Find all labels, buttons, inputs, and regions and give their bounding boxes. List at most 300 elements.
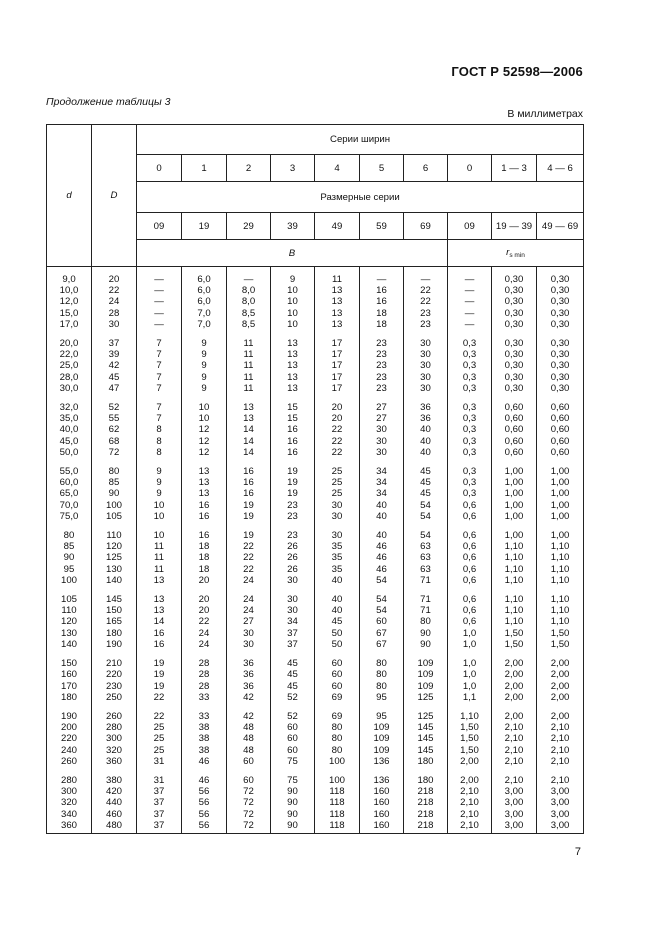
table-cell	[492, 654, 537, 707]
cell-value: 0,30	[550, 318, 570, 330]
cell-value: 420	[105, 786, 122, 798]
cell-value: 30	[287, 574, 298, 586]
table-cell	[227, 398, 271, 462]
table-cell	[315, 267, 360, 335]
cell-value: 30	[243, 627, 254, 639]
cell-value: 30	[376, 446, 387, 458]
cell-value: 1,10	[550, 605, 570, 617]
table-cell	[271, 398, 315, 462]
table-cell	[360, 462, 404, 526]
cell-value: —	[154, 307, 164, 319]
cell-value: 52	[287, 691, 298, 703]
cell-value: 0,3	[462, 413, 477, 425]
table-cell	[182, 334, 227, 398]
cell-value: 46	[376, 541, 387, 553]
cell-value: 2,10	[550, 755, 570, 767]
cell-value: 0,60	[504, 402, 524, 414]
cell-value: 300	[60, 786, 77, 798]
cell-value: 16	[376, 296, 387, 308]
cell-value: 80	[420, 616, 431, 628]
table-cell	[92, 654, 137, 707]
cell-value: 40	[376, 510, 387, 522]
table-row-group	[47, 334, 584, 398]
table-cell	[448, 462, 492, 526]
cell-value: 28	[198, 658, 210, 670]
cell-value: 2,00	[460, 774, 479, 786]
cell-value: 25	[331, 466, 343, 478]
cell-value: 32,0	[59, 402, 79, 414]
cell-value: 2,10	[550, 774, 570, 786]
cell-value: 13	[243, 402, 254, 414]
width-series-cell: 0	[137, 155, 182, 182]
dim-series-cell: 59	[360, 213, 404, 240]
cell-value: 18	[198, 563, 210, 575]
cell-value: 37	[153, 786, 165, 798]
cell-value: 145	[417, 744, 434, 756]
cell-value: 80	[376, 669, 387, 681]
cell-value: 2,00	[550, 710, 570, 722]
cell-value: 10	[287, 285, 298, 297]
table-cell	[227, 771, 271, 834]
cell-value: 46	[198, 755, 210, 767]
cell-value: 1,0	[462, 669, 477, 681]
cell-value: 0,6	[462, 552, 477, 564]
cell-value: 60	[376, 616, 387, 628]
cell-value: 22	[153, 691, 165, 703]
cell-value: 16	[287, 435, 298, 447]
cell-value: 150	[60, 658, 77, 670]
cell-value: 30	[420, 360, 431, 372]
cell-value: 2,00	[550, 669, 570, 681]
cell-value: 170	[60, 680, 77, 692]
cell-value: 30	[376, 435, 387, 447]
cell-value: 22	[331, 424, 343, 436]
cell-value: 180	[60, 691, 77, 703]
cell-value: 17	[331, 382, 343, 394]
cell-value: 34	[376, 466, 387, 478]
cell-value: 13	[153, 574, 165, 586]
cell-value: 220	[60, 733, 77, 745]
cell-value: 218	[417, 808, 434, 820]
cell-value: 0,3	[462, 349, 477, 361]
cell-value: 0,6	[462, 499, 477, 511]
cell-value: 9	[201, 371, 207, 383]
cell-value: 0,30	[550, 382, 570, 394]
cell-value: 37	[287, 638, 298, 650]
cell-value: 0,60	[550, 435, 570, 447]
cell-value: 45	[331, 616, 343, 628]
cell-value: 1,00	[504, 530, 524, 542]
cell-value: 125	[105, 552, 122, 564]
cell-value: 25	[153, 744, 165, 756]
cell-value: 1,10	[504, 541, 524, 553]
cell-value: 0,6	[462, 616, 477, 628]
cell-value: 30	[108, 318, 120, 330]
cell-value: 30	[331, 530, 343, 542]
width-series-cell: 4	[315, 155, 360, 182]
cell-value: 45	[287, 669, 298, 681]
table-caption: Продолжение таблицы 3	[46, 96, 171, 108]
cell-value: 70,0	[59, 499, 79, 511]
table-cell	[537, 267, 584, 335]
cell-value: 12	[198, 435, 210, 447]
cell-value: 16	[243, 488, 254, 500]
cell-value: 22	[331, 446, 343, 458]
cell-value: 1,00	[550, 499, 570, 511]
cell-value: 19	[287, 488, 298, 500]
cell-value: 118	[329, 786, 345, 798]
document-header: ГОСТ Р 52598—2006	[451, 64, 583, 79]
cell-value: 75,0	[59, 510, 79, 522]
table-cell	[182, 707, 227, 771]
cell-value: 109	[417, 658, 434, 670]
cell-value: 260	[60, 755, 77, 767]
table-cell	[492, 707, 537, 771]
cell-value: 11	[154, 563, 164, 575]
cell-value: 20	[331, 413, 343, 425]
cell-value: —	[464, 296, 475, 308]
cell-value: 63	[420, 541, 431, 553]
cell-value: 0,6	[462, 541, 477, 553]
cell-value: 9	[156, 477, 162, 489]
cell-value: 33	[198, 710, 210, 722]
cell-value: 35	[331, 563, 343, 575]
table-row-group	[47, 398, 584, 462]
cell-value: 200	[60, 722, 77, 734]
cell-value: 218	[417, 819, 434, 831]
cell-value: 360	[60, 819, 77, 831]
table-cell	[537, 654, 584, 707]
cell-value: 11	[243, 338, 254, 350]
table-cell	[47, 462, 92, 526]
cell-value: 35,0	[59, 413, 79, 425]
r-symbol: r	[506, 247, 510, 258]
cell-value: 18	[198, 541, 210, 553]
cell-value: 60	[287, 744, 298, 756]
cell-value: 1,10	[550, 552, 570, 564]
cell-value: 109	[417, 680, 434, 692]
cell-value: 30	[376, 424, 387, 436]
header-width-series-title: Серии ширин	[137, 125, 584, 155]
cell-value: 0,30	[504, 274, 524, 285]
cell-value: 2,10	[460, 786, 479, 798]
cell-value: 71	[420, 594, 431, 606]
cell-value: 17	[331, 371, 343, 383]
cell-value: 23	[420, 318, 431, 330]
cell-value: 1,00	[550, 510, 570, 522]
table-cell	[137, 398, 182, 462]
cell-value: 95	[376, 710, 387, 722]
cell-value: 8	[156, 446, 162, 458]
cell-value: 80	[376, 658, 387, 670]
cell-value: 220	[105, 669, 122, 681]
cell-value: 16	[287, 424, 298, 436]
table-cell	[227, 707, 271, 771]
cell-value: 38	[198, 733, 210, 745]
cell-value: 40	[331, 574, 343, 586]
cell-value: 2,10	[550, 722, 570, 734]
cell-value: 8	[156, 424, 162, 436]
cell-value: 0,6	[462, 530, 477, 542]
cell-value: 13	[198, 466, 210, 478]
cell-value: 0,30	[504, 338, 524, 350]
cell-value: 0,3	[462, 488, 477, 500]
table-cell	[227, 267, 271, 335]
table-cell	[537, 771, 584, 834]
cell-value: 26	[287, 552, 298, 564]
table-cell	[182, 267, 227, 335]
table-cell	[404, 334, 448, 398]
width-series-cell: 1	[182, 155, 227, 182]
table-cell	[47, 771, 92, 834]
table-cell	[492, 526, 537, 590]
cell-value: 23	[376, 360, 387, 372]
cell-value: 0,3	[462, 360, 477, 372]
cell-value: 0,60	[550, 424, 570, 436]
cell-value: 1,50	[460, 722, 479, 734]
table-cell	[448, 771, 492, 834]
cell-value: 2,00	[504, 680, 524, 692]
cell-value: 9	[201, 338, 207, 350]
width-series-cell: 5	[360, 155, 404, 182]
cell-value: 60	[287, 722, 298, 734]
table-row-group	[47, 771, 584, 834]
cell-value: 30,0	[59, 382, 79, 394]
r-subscript: s min	[509, 252, 525, 259]
cell-value: 62	[108, 424, 120, 436]
cell-value: 19	[243, 499, 254, 511]
table-cell	[182, 771, 227, 834]
cell-value: —	[464, 285, 475, 297]
cell-value: 19	[243, 530, 254, 542]
table-cell	[404, 526, 448, 590]
cell-value: 17	[331, 338, 343, 350]
cell-value: 45	[420, 466, 431, 478]
cell-value: 218	[417, 797, 434, 809]
cell-value: 72	[108, 446, 120, 458]
cell-value: 13	[287, 371, 298, 383]
cell-value: 160	[60, 669, 77, 681]
table-cell	[404, 771, 448, 834]
cell-value: 22	[420, 285, 431, 297]
cell-value: 23	[287, 530, 298, 542]
header-D: D	[92, 125, 137, 267]
cell-value: 280	[105, 722, 122, 734]
cell-value: 145	[105, 594, 122, 606]
cell-value: 136	[373, 774, 390, 786]
cell-value: 69	[331, 691, 343, 703]
cell-value: 16	[376, 285, 387, 297]
dim-series-cell: 29	[227, 213, 271, 240]
cell-value: 10	[198, 413, 210, 425]
cell-value: 1,00	[504, 466, 524, 478]
table-cell	[92, 462, 137, 526]
cell-value: 50,0	[59, 446, 79, 458]
cell-value: 0,60	[504, 435, 524, 447]
width-series-cell: 3	[271, 155, 315, 182]
cell-value: 118	[329, 797, 345, 809]
cell-value: —	[464, 307, 475, 319]
table-cell	[404, 398, 448, 462]
cell-value: 1,10	[504, 594, 524, 606]
width-series-cell: 2	[227, 155, 271, 182]
cell-value: 50	[331, 627, 343, 639]
cell-value: 17	[331, 360, 343, 372]
cell-value: 2,00	[460, 755, 479, 767]
cell-value: 20,0	[59, 338, 79, 350]
cell-value: 8,0	[241, 285, 256, 297]
cell-value: 2,10	[460, 819, 479, 831]
cell-value: 16	[287, 446, 298, 458]
cell-value: 1,10	[550, 541, 570, 553]
cell-value: 19	[153, 658, 165, 670]
cell-value: 0,30	[550, 360, 570, 372]
cell-value: 260	[105, 710, 122, 722]
cell-value: 40,0	[59, 424, 79, 436]
cell-value: 7	[156, 349, 162, 361]
cell-value: 3,00	[504, 808, 524, 820]
cell-value: 25	[153, 722, 165, 734]
cell-value: 0,3	[462, 435, 477, 447]
table-cell	[448, 334, 492, 398]
table-cell	[315, 654, 360, 707]
cell-value: —	[376, 274, 387, 285]
cell-value: 33	[198, 691, 210, 703]
cell-value: 320	[60, 797, 77, 809]
cell-value: 160	[373, 797, 390, 809]
table-cell	[404, 654, 448, 707]
dim-series-cell: 49	[315, 213, 360, 240]
cell-value: 60	[331, 669, 343, 681]
cell-value: 0,30	[504, 318, 524, 330]
cell-value: 0,3	[462, 338, 477, 350]
cell-value: 38	[198, 722, 210, 734]
cell-value: 120	[60, 616, 77, 628]
cell-value: 25,0	[59, 360, 79, 372]
cell-value: 37	[153, 819, 165, 831]
table-cell	[182, 526, 227, 590]
table-cell	[227, 654, 271, 707]
cell-value: 105	[105, 510, 122, 522]
cell-value: 25	[153, 733, 165, 745]
cell-value: 25	[331, 477, 343, 489]
cell-value: 2,00	[550, 691, 570, 703]
cell-value: 90	[420, 638, 431, 650]
cell-value: 109	[373, 744, 390, 756]
cell-value: 140	[105, 574, 122, 586]
table-cell	[360, 771, 404, 834]
cell-value: 1,00	[550, 466, 570, 478]
cell-value: 9,0	[62, 274, 76, 285]
cell-value: 15	[287, 402, 298, 414]
cell-value: 145	[417, 733, 434, 745]
cell-value: 72	[243, 819, 254, 831]
table-cell	[492, 590, 537, 654]
cell-value: 15	[287, 413, 298, 425]
cell-value: 27	[376, 413, 387, 425]
cell-value: 67	[376, 638, 387, 650]
units-note: В миллиметрах	[507, 108, 583, 120]
cell-value: 24	[243, 605, 254, 617]
cell-value: 0,30	[550, 349, 570, 361]
cell-value: 9	[156, 466, 162, 478]
cell-value: 10	[287, 296, 298, 308]
cell-value: 71	[420, 605, 431, 617]
cell-value: 26	[287, 541, 298, 553]
cell-value: 160	[373, 786, 390, 798]
cell-value: 80	[108, 466, 120, 478]
cell-value: 30	[420, 371, 431, 383]
cell-value: 18	[376, 307, 387, 319]
cell-value: 0,30	[504, 382, 524, 394]
cell-value: 16	[198, 530, 210, 542]
cell-value: 13	[243, 413, 254, 425]
cell-value: 7	[156, 338, 162, 350]
cell-value: 90	[287, 797, 298, 809]
header-dim-series-title: Размерные серии	[137, 182, 584, 213]
dimensions-table	[46, 124, 584, 834]
cell-value: 23	[420, 307, 431, 319]
table-row-group	[47, 654, 584, 707]
table-row-group	[47, 707, 584, 771]
header-B: B	[137, 240, 448, 267]
cell-value: 37	[153, 808, 165, 820]
cell-value: 1,10	[550, 574, 570, 586]
cell-value: 36	[243, 680, 254, 692]
cell-value: 90	[287, 808, 298, 820]
cell-value: 3,00	[504, 797, 524, 809]
table-cell	[315, 462, 360, 526]
cell-value: 19	[243, 510, 254, 522]
cell-value: 72	[243, 797, 254, 809]
cell-value: 39	[108, 349, 120, 361]
cell-value: 0,3	[462, 477, 477, 489]
cell-value: 7,0	[197, 307, 211, 319]
cell-value: 8	[156, 435, 162, 447]
cell-value: 0,30	[550, 338, 570, 350]
table-cell	[92, 771, 137, 834]
cell-value: 0,30	[550, 307, 570, 319]
header-d: d	[47, 125, 92, 267]
cell-value: 16	[153, 638, 165, 650]
cell-value: 80	[331, 744, 343, 756]
table-cell	[492, 771, 537, 834]
cell-value: 9	[201, 349, 207, 361]
table-body	[47, 267, 584, 834]
table-cell	[271, 707, 315, 771]
table-cell	[360, 707, 404, 771]
cell-value: 1,10	[504, 563, 524, 575]
cell-value: 110	[61, 605, 77, 617]
table-cell	[492, 398, 537, 462]
table-cell	[315, 526, 360, 590]
table-cell	[137, 771, 182, 834]
cell-value: 95	[376, 691, 387, 703]
cell-value: 45	[108, 371, 120, 383]
table-cell	[271, 462, 315, 526]
cell-value: 12	[198, 446, 210, 458]
cell-value: 10	[198, 402, 210, 414]
cell-value: 11	[332, 274, 342, 285]
header-r-smin	[448, 240, 584, 267]
dim-series-cell: 39	[271, 213, 315, 240]
cell-value: 16	[198, 499, 210, 511]
cell-value: 40	[331, 605, 343, 617]
cell-value: —	[420, 274, 431, 285]
cell-value: 1,50	[460, 744, 479, 756]
cell-value: 54	[376, 605, 387, 617]
cell-value: 69	[331, 710, 343, 722]
